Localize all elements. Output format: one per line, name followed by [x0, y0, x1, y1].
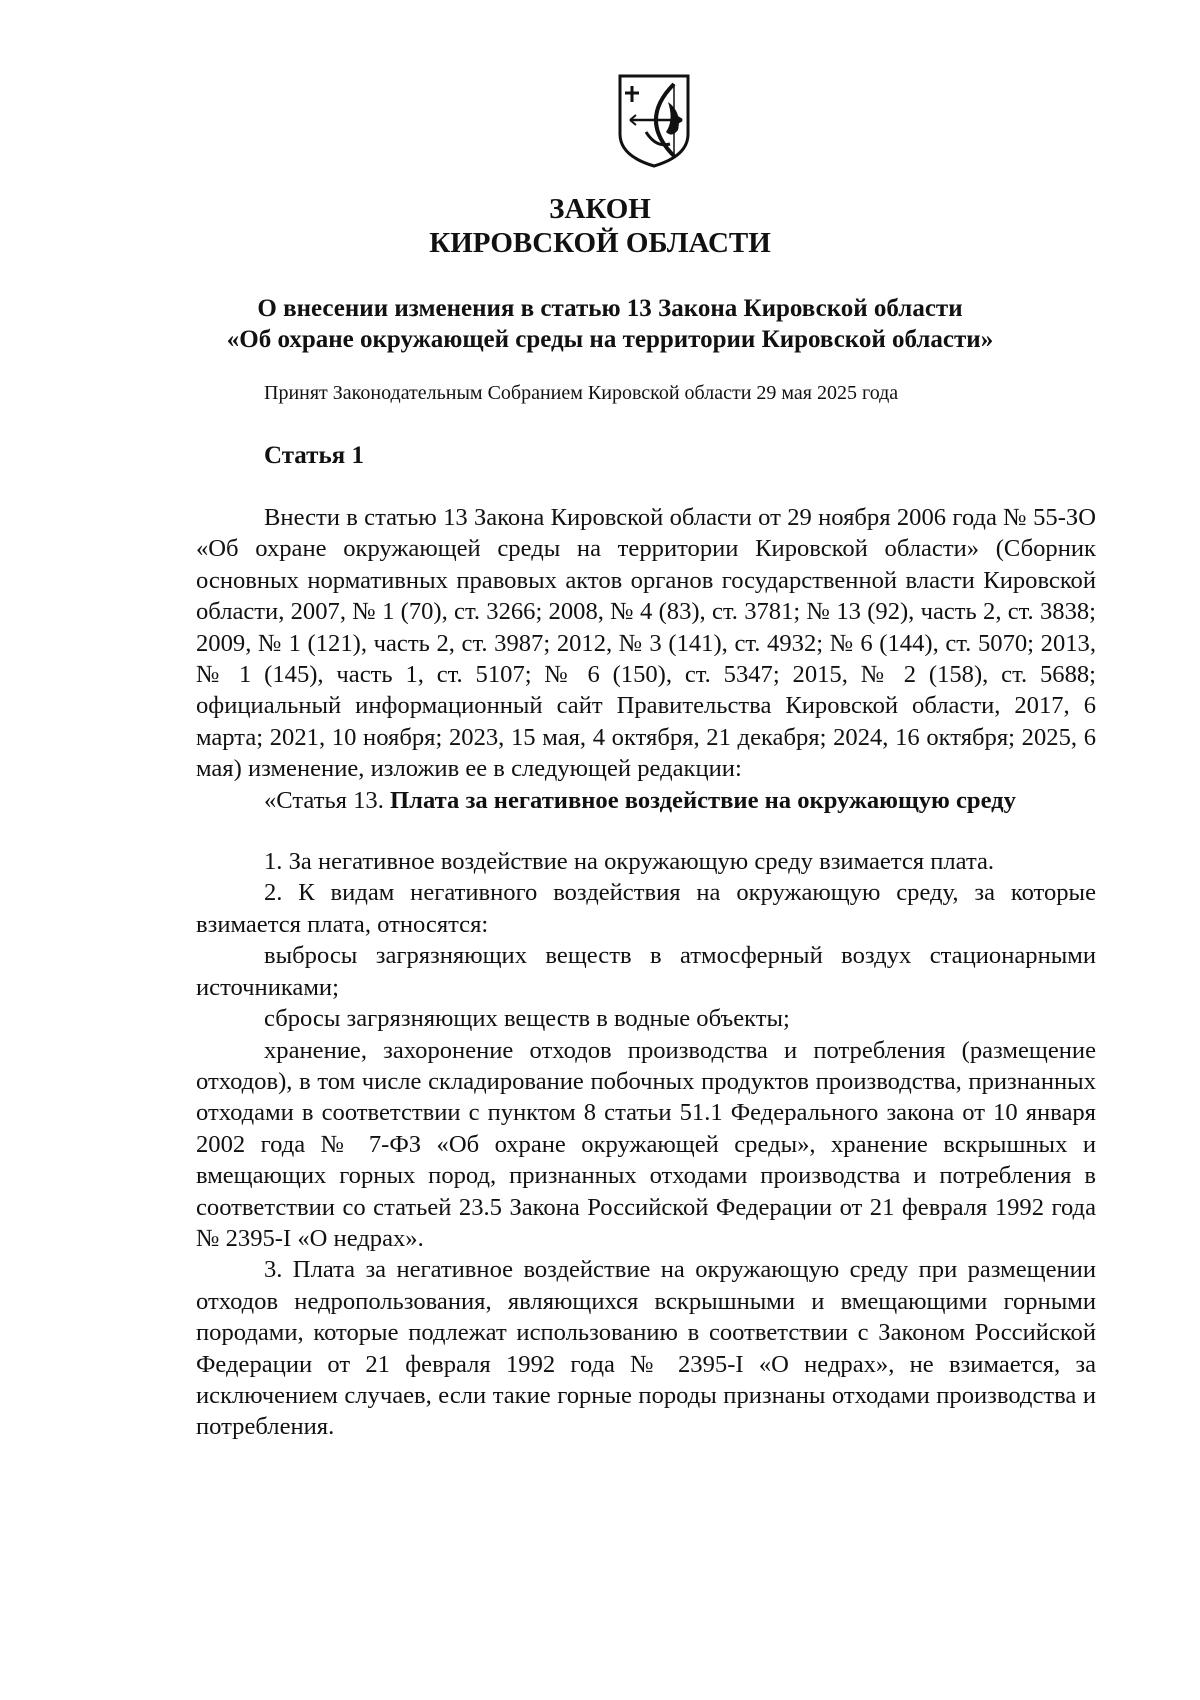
article-body [196, 502, 1096, 1443]
paragraph-3: 3. Плата за негативное воздействие на окружающую среду при размещении отходов недропользования, являющихся вскрышными и вмещающими горными породами, которые подлежат использованию в соответствии с Законом Российской Федерации от 21 февраля 1992 года № 2395-I «О недрах», не взимается, за исключением случаев, если такие горные породы признаны отходами производства и потребления. [196, 1256, 1096, 1441]
paragraph-storage: хранение, захоронение отходов производства и потребления (размещение отходов), в том числе складирование побочных продуктов производства, признанных отходами в соответствии с пунктом 8 статьи 51.1 Федерального закона от 10 января 2002 года № 7-ФЗ «Об охране окружающей среды», хранение вскрышных и вмещающих горных пород, признанных отходами производства и потребления в соответствии со статьей 23.5 Закона Российской Федерации от 21 февраля 1992 года № 2395-I «О недрах». [196, 1036, 1096, 1252]
coat-of-arms-icon [616, 72, 692, 168]
law-title: ЗАКОН [549, 193, 651, 225]
subtitle-line-2: «Об охране окружающей среды на территории Кировской области» [226, 326, 994, 353]
paragraph-emissions: выбросы загрязняющих веществ в атмосферный воздух стационарными источниками; [196, 942, 1096, 1001]
law-subtitle [160, 293, 1060, 355]
article-13-prefix: «Статья 13. [264, 786, 391, 814]
subtitle-line-1: О внесении изменения в статью 13 Закона Кировской области [257, 295, 963, 322]
paragraph-2: 2. К видам негативного воздействия на окружающую среду, за которые взимается плата, относятся: [196, 879, 1096, 938]
region-title: КИРОВСКОЙ ОБЛАСТИ [429, 227, 771, 259]
paragraph-discharges: сбросы загрязняющих веществ в водные объекты; [264, 1005, 790, 1033]
article-13-title: Плата за негативное воздействие на окружающую среду [390, 786, 1016, 814]
intro-paragraph: Внести в статью 13 Закона Кировской области от 29 ноября 2006 года № 55-ЗО «Об охране окружающей среды на территории Кировской области» (Сборник основных нормативных правовых актов органов государственной власти Кировской области, 2007, № 1 (70), ст. 3266; 2008, № 4 (83), ст. 3781; № 13 (92), часть 2, ст. 3838; 2009, № 1 (121), часть 2, ст. 3987; 2012, № 3 (141), ст. 4932; № 6 (144), ст. 5070; 2013, № 1 (145), часть 1, ст. 5107; № 6 (150), ст. 5347; 2015, № 2 (158), ст. 5688; официальный информационный сайт Правительства Кировской области, 2017, 6 марта; 2021, 10 ноября; 2023, 15 мая, 4 октября, 21 декабря; 2024, 16 октября; 2025, 6 мая) изменение, изложив ее в следующей редакции: [196, 504, 1096, 783]
article-heading: Статья 1 [264, 442, 364, 469]
paragraph-1: 1. За негативное воздействие на окружающую среду взимается плата. [264, 848, 995, 876]
adoption-note: Принят Законодательным Собранием Кировской области 29 мая 2025 года [264, 382, 899, 404]
article-13-heading [196, 785, 1096, 816]
